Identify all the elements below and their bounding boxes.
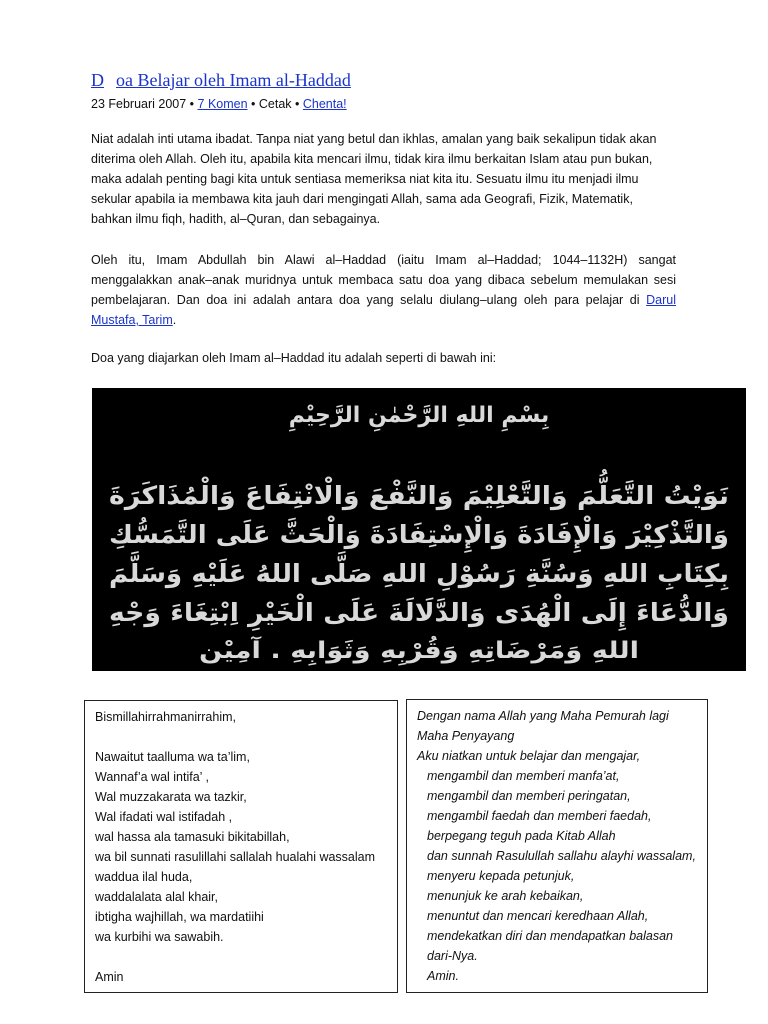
transliteration-line: Wal ifadati wal istifadah , [95,810,233,824]
calligraphy-line: نَوَيْتُ التَّعَلُّمَ وَالتَّعْلِيْمَ وَالنَّفْعَ وَالْانْتِفَاعَ وَالْمُذَاكَرَةَ [109,481,688,510]
title-initial[interactable]: D [91,70,104,90]
translation-footer: Amin. [427,969,459,983]
haddad-paragraph-text: Oleh itu, Imam Abdullah bin Alawi al–Haddad (iaitu Imam al–Haddad; 1044–1132H) sangat menggalakkan anak–anak muridnya untuk membaca satu doa yang dibaca sebelum memulakan sesi pembelajaran. Dan doa ini adalah antara doa yang selalu diulang–ulang oleh para pelajar di [91,253,676,307]
translation-line: berpegang teguh pada Kitab Allah [427,829,616,843]
transliteration-box [84,700,398,993]
translation-line: dan sunnah Rasulullah sallahu alayhi wassalam, [427,849,696,863]
transliteration-line: Wal muzzakarata wa tazkir, [95,790,247,804]
translation-line: mendekatkan diri dan mendapatkan balasan dari-Nya. [427,929,674,963]
transliteration-header: Bismillahirrahmanirrahim, [95,710,237,724]
translation-line: mengambil dan memberi peringatan, [427,789,631,803]
transliteration-line: wal hassa ala tamasuki bikitabillah, [95,830,290,844]
transliteration-line: waddalalata alal khair, [95,890,218,904]
haddad-paragraph [91,250,676,330]
transliteration-line: waddua ilal huda, [95,870,193,884]
calligraphy-line: بِكِتَابِ اللهِ وَسُنَّةِ رَسُوْلِ اللهِ صَلَّى اللهُ عَلَيْهِ وَسَلَّمَ [109,559,702,588]
post-meta [91,97,347,111]
calligraphy-line: وَالتَّذْكِيْرَ وَالْإِفَادَةَ وَالْإِسْتِفَادَةَ وَالْحَثَّ عَلَى التَّمَسُّكِ [109,520,704,549]
article-title[interactable] [91,70,351,91]
doa-intro: Doa yang diajarkan oleh Imam al–Haddad itu adalah seperti di bawah ini: [91,351,497,365]
transliteration-line: wa bil sunnati rasulillahi sallalah hualahi wassalam [95,850,376,864]
calligraphy-line: وَالدُّعَاءَ إِلَى الْهُدَى وَالدَّلَالَةَ عَلَى الْخَيْرِ اِبْتِغَاءَ وَجْهِ [109,598,691,627]
meta-separator: • [247,97,259,111]
calligraphy-line: اللهِ وَمَرْضَاتِهِ وَقُرْبِهِ وَثَوَابِهِ . آمِيْن [199,638,571,664]
meta-separator: • [186,97,198,111]
print-label[interactable]: Cetak [258,97,292,111]
intro-paragraph: Niat adalah inti utama ibadat. Tanpa niat yang betul dan ikhlas, amalan yang baik sekalipun tidak akan diterima oleh Allah. Oleh itu, apabila kita mencari ilmu, tidak kira ilmu berkaitan Islam atau pun bukan, maka adalah penting bagi kita untuk sentiasa memeriksa niat kita itu. Sesuatu ilmu itu menjadi ilmu sekular apabila ia membawa kita jauh dari mengingati Allah, sama ada Geografi, Fizik, Matematik, bahkan ilmu fiqh, hadith, al–Quran, dan sebagainya. [91,132,657,226]
share-link[interactable]: Chenta! [302,97,347,111]
translation-line: menuntut dan mencari keredhaan Allah, [427,909,649,923]
translation-line: menyeru kepada petunjuk, [427,869,575,883]
translation-line: mengambil dan memberi manfa’at, [427,769,620,783]
transliteration-line: Nawaitut taalluma wa ta’lim, [95,750,250,764]
arabic-calligraphy-image [92,388,746,671]
transliteration-line: Wannaf’a wal intifa’ , [95,770,209,784]
darul-mustafa-link[interactable]: Darul Mustafa, Tarim [91,293,676,327]
paragraph-end: . [172,313,177,327]
post-date: 23 Februari 2007 [91,97,187,111]
translation-line: mengambil faedah dan memberi faedah, [427,809,652,823]
meta-separator: • [291,97,303,111]
calligraphy-line: بِسْمِ اللهِ الرَّحْمٰنِ الرَّحِيْمِ [288,403,550,428]
transliteration-footer: Amin [95,970,124,984]
comments-link[interactable]: 7 Komen [197,97,248,111]
transliteration-line: wa kurbihi wa sawabih. [95,930,224,944]
translation-line: menunjuk ke arah kebaikan, [427,889,584,903]
translation-line: Aku niatkan untuk belajar dan mengajar, [417,749,641,763]
title-text[interactable]: oa Belajar oleh Imam al-Haddad [116,70,351,90]
translation-box [406,699,708,993]
translation-header: Dengan nama Allah yang Maha Pemurah lagi Maha Penyayang [417,709,669,743]
transliteration-line: ibtigha wajhillah, wa mardatiihi [95,910,264,924]
